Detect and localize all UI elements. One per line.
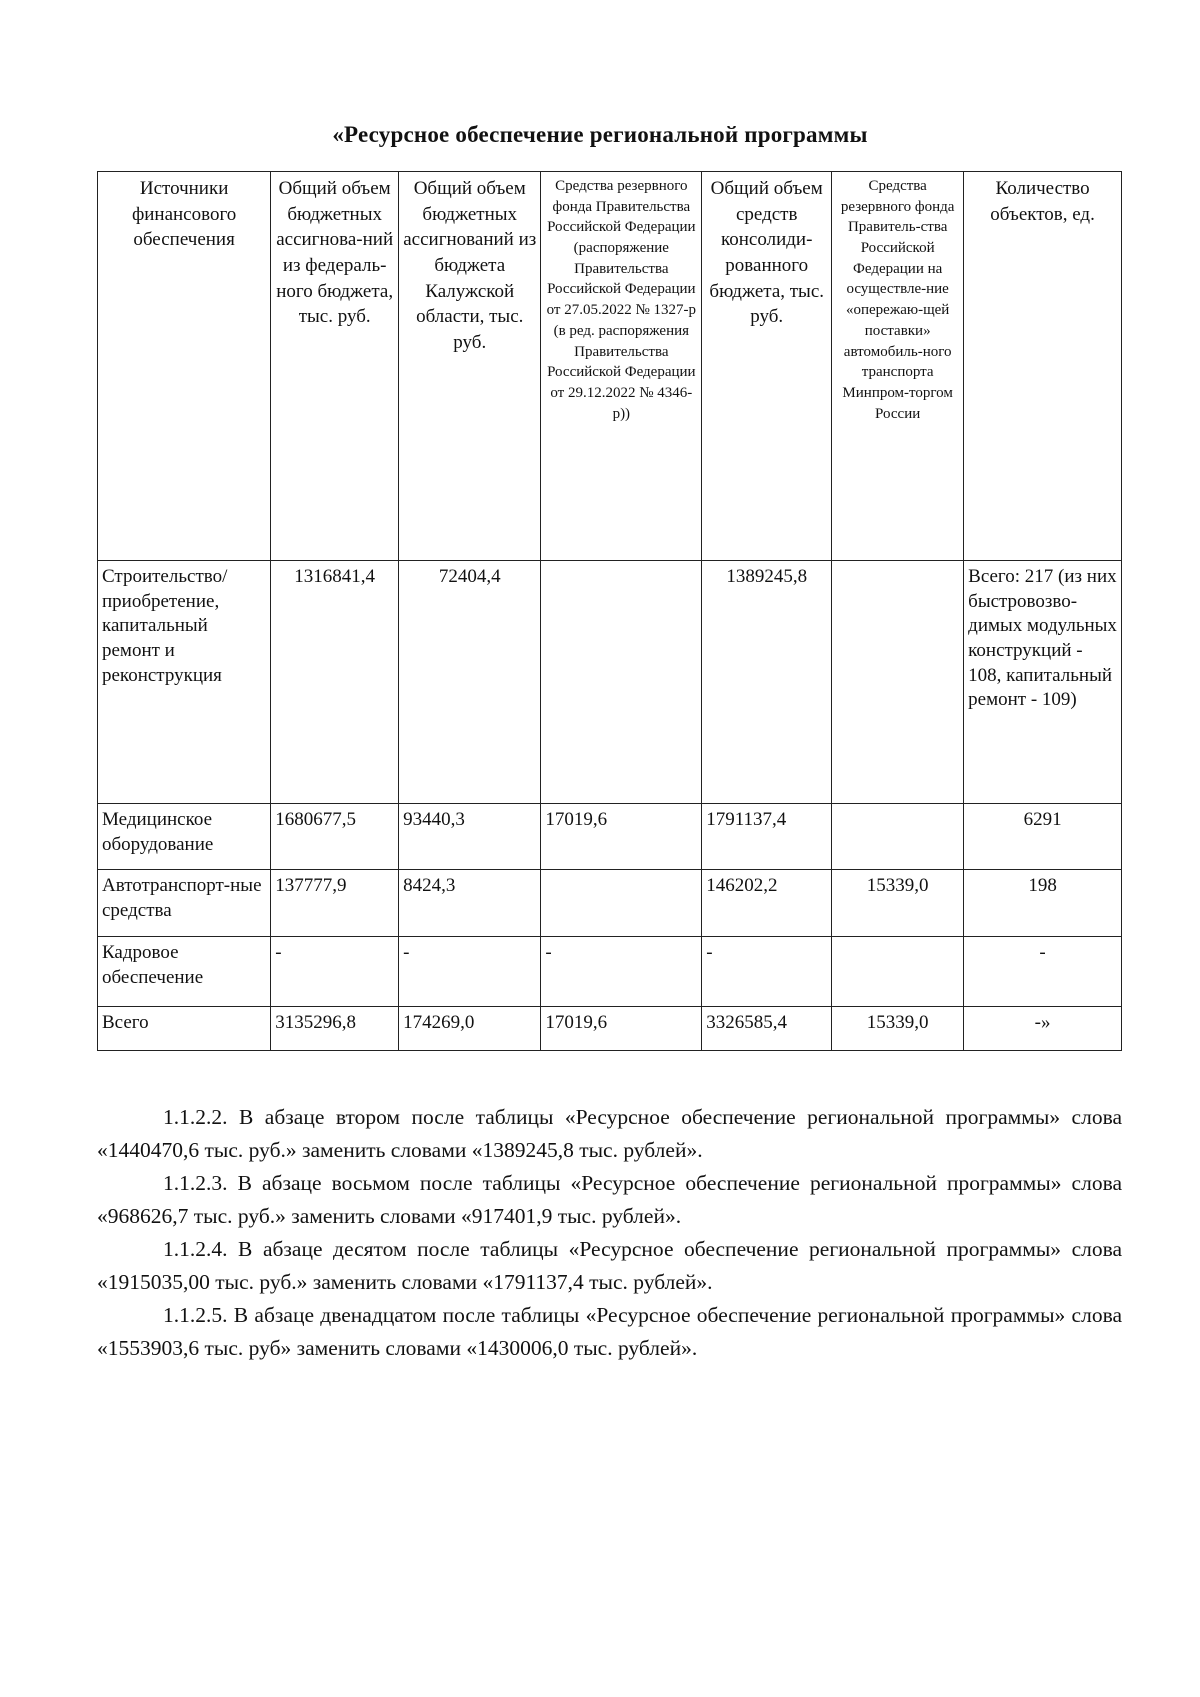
header-reserve-fund: Средства резервного фонда Правительства Российской Федерации (распоряжение Правительства Российской Федерации от 27.05.2022 № 1327-р (в ред. распоряжения Правительства Российской Федерации от 29.12.2022 № 4346-р)) — [541, 172, 702, 561]
table-row — [98, 1007, 1122, 1051]
cell-federal: 1680677,5 — [271, 804, 399, 870]
header-sources: Источники финансового обеспечения — [98, 172, 271, 561]
header-federal: Общий объем бюджетных ассигнова-ний из федераль-ного бюджета, тыс. руб. — [271, 172, 399, 561]
cell-federal: 1316841,4 — [271, 561, 399, 804]
resource-table — [97, 171, 1122, 1051]
cell-reserve-transport: 15339,0 — [832, 1007, 964, 1051]
cell-consolidated: - — [702, 937, 832, 1007]
table-header-row — [98, 172, 1122, 561]
cell-reserve-transport — [832, 804, 964, 870]
cell-consolidated: 146202,2 — [702, 870, 832, 937]
cell-regional: - — [399, 937, 541, 1007]
cell-reserve-transport — [832, 561, 964, 804]
cell-federal: 137777,9 — [271, 870, 399, 937]
header-object-count: Количество объектов, ед. — [964, 172, 1122, 561]
cell-count: 6291 — [964, 804, 1122, 870]
page-title: «Ресурсное обеспечение региональной программы — [332, 122, 868, 147]
cell-reserve: 17019,6 — [541, 804, 702, 870]
cell-source: Кадровое обеспечение — [98, 937, 271, 1007]
cell-federal: 3135296,8 — [271, 1007, 399, 1051]
amendment-paragraph: 1.1.2.2. В абзаце втором после таблицы «Ресурсное обеспечение региональной программы» слова «1440470,6 тыс. руб.» заменить словами «1389245,8 тыс. рублей». — [97, 1105, 1122, 1162]
cell-consolidated: 1389245,8 — [702, 561, 832, 804]
cell-regional: 8424,3 — [399, 870, 541, 937]
cell-reserve: 17019,6 — [541, 1007, 702, 1051]
cell-reserve: - — [541, 937, 702, 1007]
header-consolidated: Общий объем средств консолиди-рованного бюджета, тыс. руб. — [702, 172, 832, 561]
cell-reserve — [541, 561, 702, 804]
cell-reserve-transport: 15339,0 — [832, 870, 964, 937]
table-row — [98, 870, 1122, 937]
cell-source: Автотранспорт-ные средства — [98, 870, 271, 937]
table-row — [98, 937, 1122, 1007]
header-regional: Общий объем бюджетных ассигнований из бюджета Калужской области, тыс. руб. — [399, 172, 541, 561]
header-reserve-transport: Средства резервного фонда Правитель-ства Российской Федерации на осуществле-ние «опережаю-щей поставки» автомобиль-ного транспорта Минпром-торгом России — [832, 172, 964, 561]
table-row — [98, 804, 1122, 870]
amendment-paragraph: 1.1.2.3. В абзаце восьмом после таблицы «Ресурсное обеспечение региональной программы» слова «968626,7 тыс. руб.» заменить словами «917401,9 тыс. рублей». — [97, 1171, 1122, 1228]
cell-reserve — [541, 870, 702, 937]
cell-count: 198 — [964, 870, 1122, 937]
cell-regional: 72404,4 — [399, 561, 541, 804]
cell-consolidated: 3326585,4 — [702, 1007, 832, 1051]
cell-consolidated: 1791137,4 — [702, 804, 832, 870]
cell-reserve-transport — [832, 937, 964, 1007]
table-row — [98, 561, 1122, 804]
amendment-paragraph: 1.1.2.4. В абзаце десятом после таблицы «Ресурсное обеспечение региональной программы» слова «1915035,00 тыс. руб.» заменить словами «1791137,4 тыс. рублей». — [97, 1237, 1122, 1294]
cell-regional: 174269,0 — [399, 1007, 541, 1051]
cell-source: Всего — [98, 1007, 271, 1051]
cell-source: Строительство/ приобретение, капитальный ремонт и реконструкция — [98, 561, 271, 804]
amendment-paragraph: 1.1.2.5. В абзаце двенадцатом после таблицы «Ресурсное обеспечение региональной программы» слова «1553903,6 тыс. руб» заменить словами «1430006,0 тыс. рублей». — [97, 1303, 1122, 1360]
cell-source: Медицинское оборудование — [98, 804, 271, 870]
cell-count: -» — [964, 1007, 1122, 1051]
cell-count: - — [964, 937, 1122, 1007]
cell-federal: - — [271, 937, 399, 1007]
cell-regional: 93440,3 — [399, 804, 541, 870]
cell-count: Всего: 217 (из них быстровозво-димых модульных конструкций - 108, капитальный ремонт - 109) — [964, 561, 1122, 804]
